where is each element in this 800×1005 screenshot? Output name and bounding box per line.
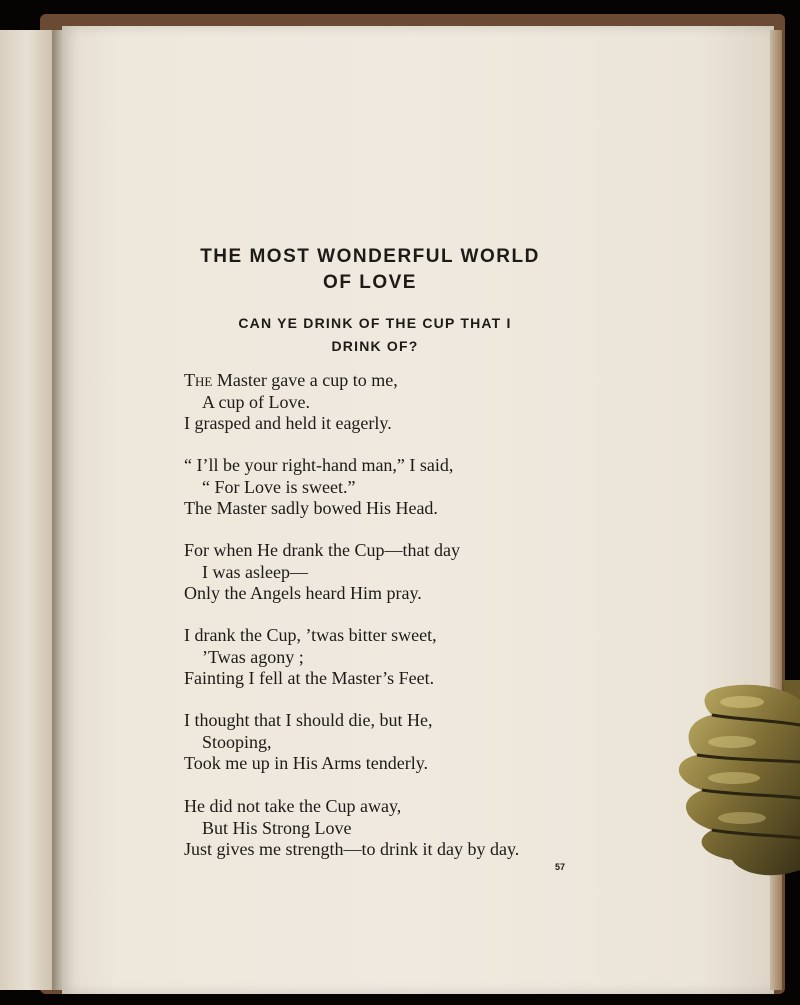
poem-subtitle bbox=[180, 312, 570, 358]
poem-line: ’Twas agony ; bbox=[202, 646, 304, 667]
page-number: 57 bbox=[555, 862, 566, 872]
poem-first-word: The bbox=[184, 370, 213, 390]
stanza-3 bbox=[184, 540, 460, 605]
title-line-1: THE MOST WONDERFUL WORLD bbox=[200, 246, 540, 267]
title-line-2: OF LOVE bbox=[323, 272, 417, 293]
poem-line: But His Strong Love bbox=[202, 817, 352, 838]
poem-line: Only the Angels heard Him pray. bbox=[184, 583, 422, 603]
poem-line: A cup of Love. bbox=[202, 391, 310, 412]
poem-line: Just gives me strength—to drink it day by day. bbox=[184, 839, 520, 859]
poem-line: “ I’ll be your right-hand man,” I said, bbox=[184, 455, 454, 475]
poem-line: I drank the Cup, ’twas bitter sweet, bbox=[184, 625, 437, 645]
stanza-2 bbox=[184, 455, 453, 520]
poem-line: I thought that I should die, but He, bbox=[184, 710, 433, 730]
poem-line bbox=[184, 370, 398, 392]
subtitle-line-2: DRINK OF? bbox=[331, 338, 419, 354]
poem-line-rest: Master gave a cup to me, bbox=[212, 370, 398, 390]
poem-line: The Master sadly bowed His Head. bbox=[184, 498, 438, 518]
poem-line: Fainting I fell at the Master’s Feet. bbox=[184, 668, 435, 688]
page-title bbox=[160, 244, 580, 296]
stanza-6 bbox=[184, 796, 519, 861]
poem-line: Took me up in His Arms tenderly. bbox=[184, 753, 429, 773]
stanza-4 bbox=[184, 625, 437, 690]
stanza-5 bbox=[184, 710, 432, 775]
poem-line: I was asleep— bbox=[202, 561, 308, 582]
poem-line: For when He drank the Cup—that day bbox=[184, 540, 460, 560]
poem-line: He did not take the Cup away, bbox=[184, 796, 402, 816]
subtitle-line-1: CAN YE DRINK OF THE CUP THAT I bbox=[238, 315, 512, 331]
stanza-1 bbox=[184, 370, 398, 435]
poem-line: Stooping, bbox=[202, 731, 272, 752]
brass-page-holder-icon bbox=[672, 680, 800, 880]
poem-line: I grasped and held it eagerly. bbox=[184, 413, 392, 433]
poem-line: “ For Love is sweet.” bbox=[202, 476, 356, 497]
